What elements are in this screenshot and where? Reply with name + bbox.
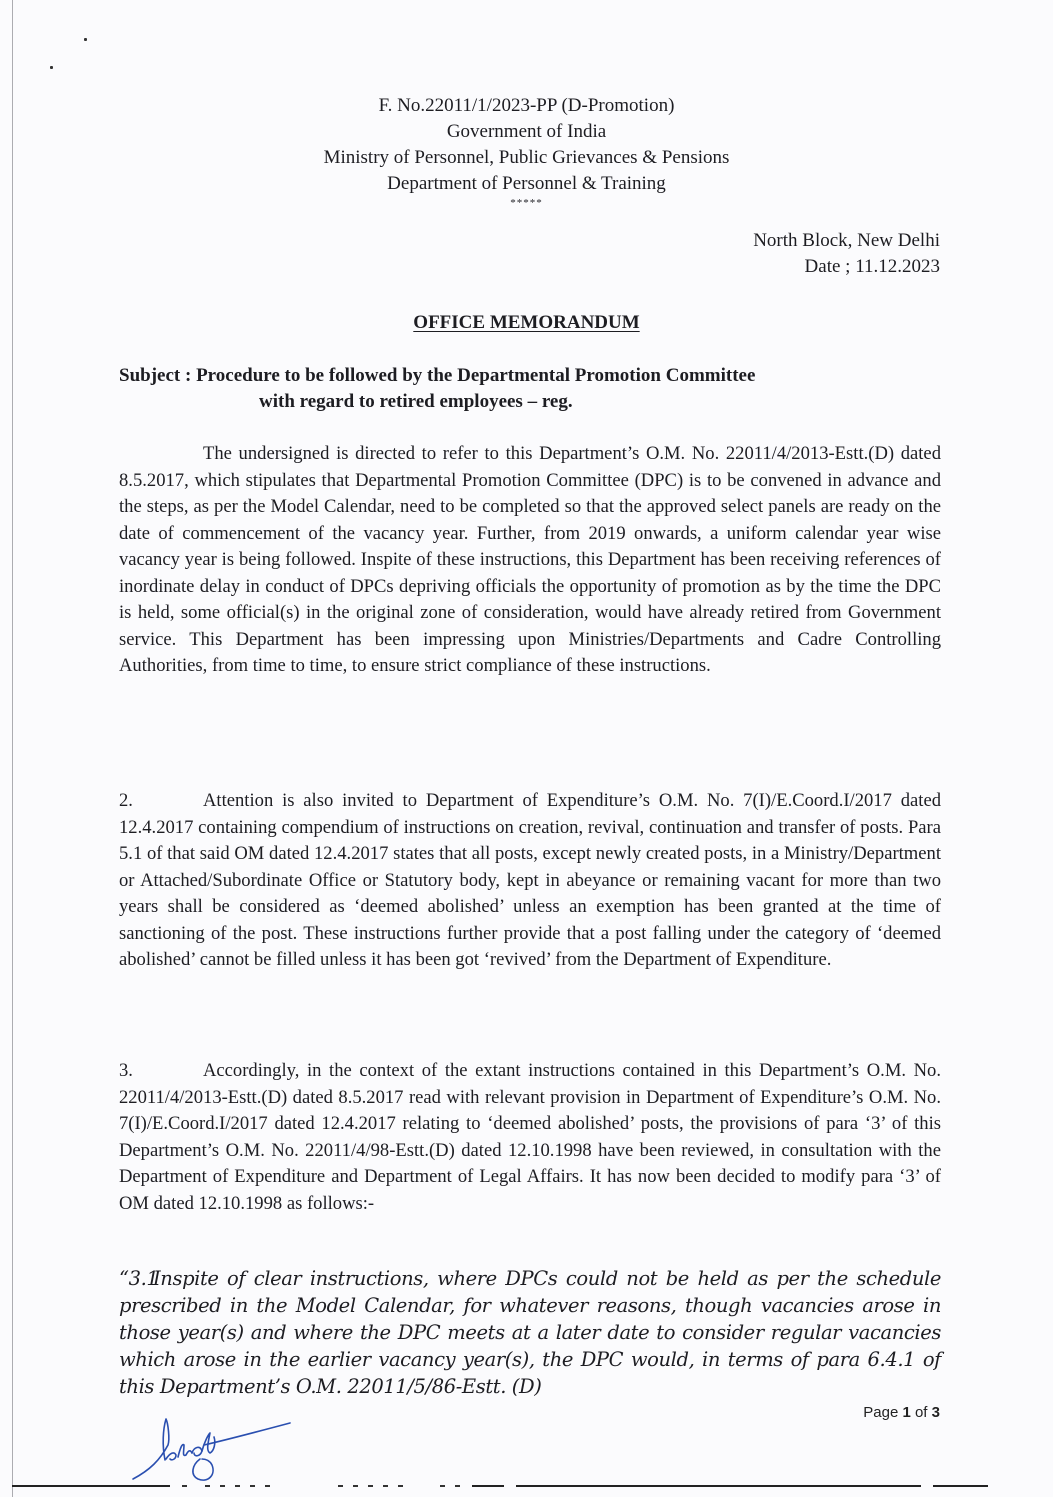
paragraph-text: Attention is also invited to Department of Expenditure’s O.M. No. 7(I)/E.Coord.I/2017 dated 12.4.2017 containing compendium of instructions on creation, revival, continuation and transfer of posts. Para 5.1 of that said OM dated 12.4.2017 states that all posts, except newly created posts, in a Ministry/Department or Attached/Subordinate Office or Statutory body, kept in abeyance or remaining vacant for more than two years shall be considered as ‘deemed abolished’ unless an exemption has been granted at the time of sanctioning of the post. These instructions further provide that a post falling under the category of ‘deemed abolished’ cannot be filled unless it has been got ‘revived’ from the Department of Expenditure. — [119, 790, 941, 970]
quoted-paragraph-3-1 — [119, 1265, 941, 1400]
paragraph-2 — [119, 788, 941, 974]
scan-speck — [84, 38, 87, 41]
government-name: Government of India — [446, 121, 607, 142]
page-number — [863, 1404, 940, 1421]
bottom-scan-dash — [398, 1485, 403, 1487]
page-current: 1 — [902, 1404, 911, 1421]
subject-label: Subject : — [119, 365, 197, 386]
page-total: 3 — [931, 1404, 940, 1421]
paragraph-1 — [119, 441, 941, 680]
bottom-scan-rule — [472, 1485, 504, 1487]
bottom-scan-dash — [455, 1485, 460, 1487]
date: Date ; 11.12.2023 — [804, 256, 940, 277]
subject-line-1: Procedure to be followed by the Departmental Promotion Committee — [196, 365, 756, 386]
scan-edge-line — [12, 0, 13, 1497]
paragraph-3 — [119, 1058, 941, 1217]
subject-block — [119, 363, 941, 415]
paragraph-text: The undersigned is directed to refer to this Department’s O.M. No. 22011/4/2013-Estt.(D) dated 8.5.2017, which stipulates that Departmental Promotion Committee (DPC) is to be convened in advance and the steps, as per the Model Calendar, need to be completed so that the approved select panels are ready on the date of commencement of the vacancy year. Further, from 2019 onwards, a uniform calendar year wise vacancy year is being followed. Inspite of these instructions, this Department has been receiving references of inordinate delay in conduct of DPCs depriving officials the opportunity of promotion as by the time the DPC is held, some official(s) in the original zone of consideration, would have already retired from Government service. This Department has been impressing upon Ministries/Departments and Cadre Controlling Authorities, from time to time, to ensure strict compliance of these instructions. — [119, 443, 941, 676]
bottom-scan-dash — [383, 1485, 388, 1487]
header-separator: ***** — [510, 197, 543, 209]
subject-line-2: with regard to retired employees – reg. — [259, 391, 573, 412]
paragraph-text: Accordingly, in the context of the extant instructions contained in this Department’s O.M. No. 22011/4/2013-Estt.(D) dated 8.5.2017 read with relevant provision in Department of Expenditure’s O.M. No. 7(I)/E.Coord.I/2017 dated 12.4.2017 relating to ‘deemed abolished’ posts, the provisions of para ‘3’ of this Department’s O.M. No. 22011/4/98-Estt.(D) dated 12.10.1998 have been reviewed, in consultation with the Department of Expenditure and Department of Legal Affairs. It has now been decided to modify para ‘3’ of OM dated 12.10.1998 as follows:- — [119, 1060, 941, 1214]
paragraph-number: 2. — [119, 790, 133, 811]
page-mid: of — [910, 1404, 932, 1421]
paragraph-number: “3.1 — [119, 1267, 159, 1290]
bottom-scan-dash — [440, 1485, 445, 1487]
bottom-scan-dash — [368, 1485, 373, 1487]
place: North Block, New Delhi — [753, 230, 940, 251]
paragraph-text: Inspite of clear instructions, where DPCs could not be held as per the schedule prescribed in the Model Calendar, for whatever reasons, though vacancies arose in those year(s) and where the DPC meets at a later date to consider regular vacancies which arose in the earlier vacancy year(s), the DPC would, in terms of para 6.4.1 of this Department’s O.M. 22011/5/86-Estt. (D) — [119, 1267, 941, 1398]
bottom-scan-dash — [250, 1485, 255, 1487]
bottom-scan-rule — [516, 1485, 921, 1487]
scan-speck — [50, 66, 53, 69]
bottom-scan-rule — [933, 1485, 988, 1487]
paragraph-number: 3. — [119, 1060, 133, 1081]
file-number: F. No.22011/1/2023-PP (D-Promotion) — [378, 95, 675, 116]
memo-title-text: OFFICE MEMORANDUM — [413, 312, 640, 333]
bottom-scan-dash — [338, 1485, 343, 1487]
memo-title — [0, 311, 1053, 335]
letterhead — [0, 93, 1053, 209]
bottom-scan-dash — [235, 1485, 240, 1487]
bottom-scan-dash — [205, 1485, 210, 1487]
department-name: Department of Personnel & Training — [387, 173, 666, 194]
place-date-block — [753, 228, 940, 280]
bottom-scan-dash — [182, 1485, 187, 1487]
bottom-scan-dash — [265, 1485, 270, 1487]
bottom-scan-dash — [220, 1485, 225, 1487]
bottom-scan-rule — [12, 1485, 170, 1487]
ministry-name: Ministry of Personnel, Public Grievances & Pensions — [323, 147, 730, 168]
page-prefix: Page — [863, 1404, 903, 1421]
signature-icon — [130, 1415, 300, 1485]
bottom-scan-dash — [353, 1485, 358, 1487]
